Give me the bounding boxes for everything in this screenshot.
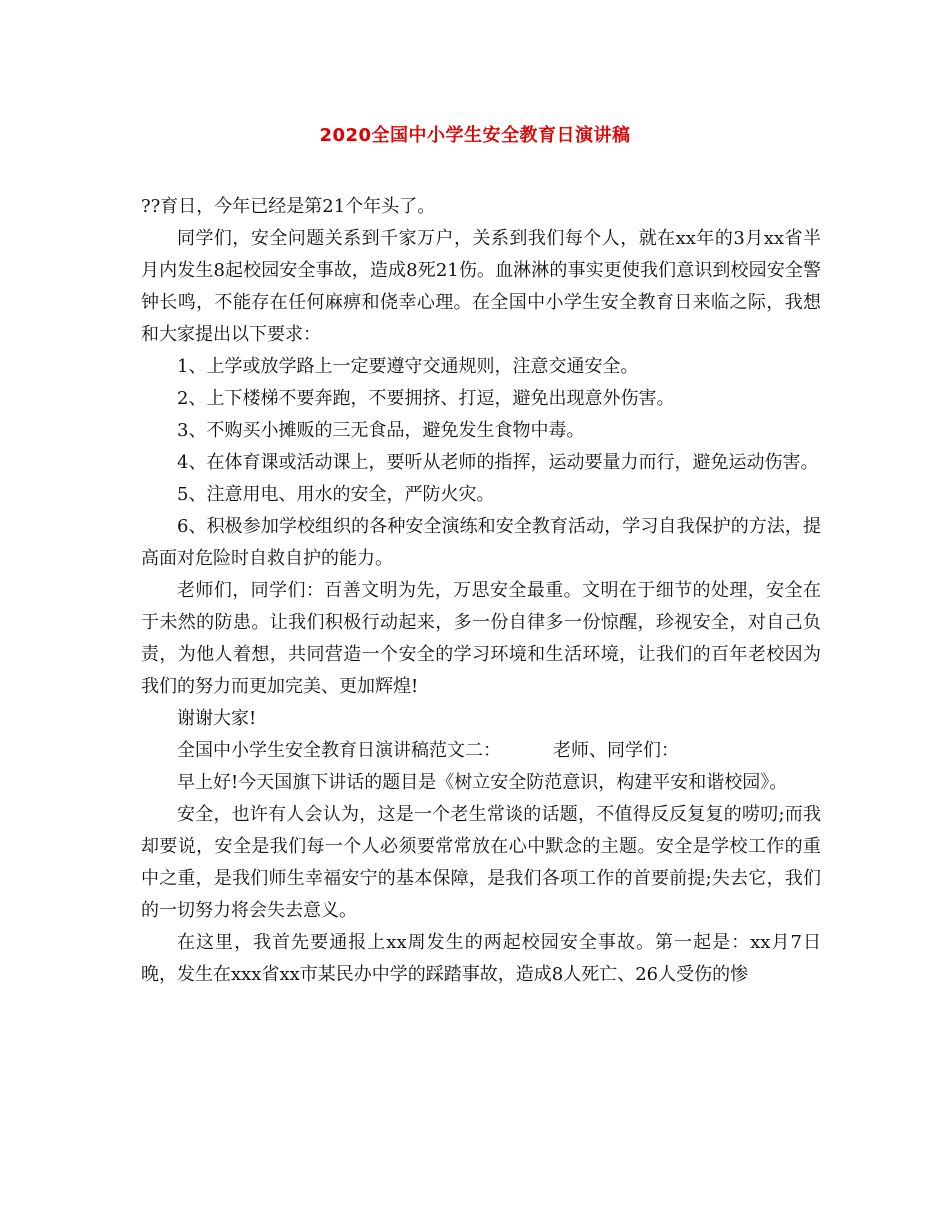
list-item-requirement-3: 3、不购买小摊贩的三无食品，避免发生食物中毒。 [177,420,585,441]
paragraph-safety-importance: 安全，也许有人会认为，这是一个老生常谈的话题，不值得反反复复的唠叨;而我却要说，安全是我们每一个人必须要常常放在心中默念的主题。安全是学校工作的重中之重，是我们师生幸福安宁的基本保障，是我们各项工作的首要前提;失去它，我们的一切努力将会失去意义。 [141,804,821,921]
document-title: 2020全国中小学生安全教育日演讲稿 [319,125,631,146]
document-body [141,191,821,991]
paragraph-second-speech-heading [141,735,821,767]
list-item-requirement-2: 2、上下楼梯不要奔跑，不要拥挤、打逗，避免出现意外伤害。 [177,388,675,409]
list-item-requirement-6: 6、积极参加学校组织的各种安全演练和安全教育活动，学习自我保护的方法，提高面对危险时自救自护的能力。 [141,516,821,569]
paragraph-intro: ??育日，今年已经是第21个年头了。 [141,196,436,217]
paragraph-safety-issue: 同学们，安全问题关系到千家万户，关系到我们每个人，就在xx年的3月xx省半月内发生8起校园安全事故，造成8死21伤。血淋淋的事实更使我们意识到校园安全警钟长鸣，不能存在任何麻痹和侥幸心理。在全国中小学生安全教育日来临之际，我想和大家提出以下要求： [141,228,821,345]
second-speech-title: 全国中小学生安全教育日演讲稿范文二： [177,740,501,761]
paragraph-greeting: 早上好!今天国旗下讲话的题目是《树立安全防范意识，构建平安和谐校园》。 [177,772,788,793]
paragraph-thanks: 谢谢大家! [177,708,257,729]
list-item-requirement-5: 5、注意用电、用水的安全，严防火灾。 [177,484,495,505]
paragraph-incident-report: 在这里，我首先要通报上xx周发生的两起校园安全事故。第一起是：xx月7日晚，发生在xxx省xx市某民办中学的踩踏事故，造成8人死亡、26人受伤的惨 [141,932,821,985]
list-item-requirement-4: 4、在体育课或活动课上，要听从老师的指挥，运动要量力而行，避免运动伤害。 [177,452,819,473]
list-item-requirement-1: 1、上学或放学路上一定要遵守交通规则，注意交通安全。 [177,356,639,377]
second-speech-salutation: 老师、同学们： [553,740,679,761]
paragraph-closing-appeal: 老师们，同学们：百善文明为先，万思安全最重。文明在于细节的处理，安全在于未然的防患。让我们积极行动起来，多一份自律多一份惊醒，珍视安全，对自己负责，为他人着想，共同营造一个安全的学习环境和生活环境，让我们的百年老校因为我们的努力而更加完美、更加辉煌! [141,580,821,697]
